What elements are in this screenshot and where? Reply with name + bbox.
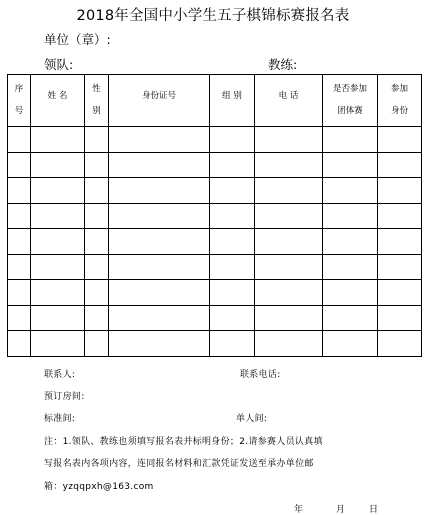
blank-cell <box>109 229 210 255</box>
blank-cell <box>210 331 255 357</box>
blank-cell <box>210 229 255 255</box>
blank-cell <box>255 305 323 331</box>
blank-cell <box>109 178 210 204</box>
table-row <box>8 127 422 153</box>
blank-cell <box>31 280 85 306</box>
blank-cell <box>378 254 422 280</box>
blank-cell <box>378 229 422 255</box>
table-row <box>8 305 422 331</box>
date-day-label: 日 <box>369 505 379 515</box>
blank-cell <box>323 127 378 153</box>
blank-cell <box>31 203 85 229</box>
table-row <box>8 203 422 229</box>
column-header-phone: 电 话 <box>255 75 323 127</box>
coach-label: 教练: <box>268 57 298 72</box>
blank-cell <box>210 305 255 331</box>
table-row <box>8 254 422 280</box>
blank-cell <box>255 178 323 204</box>
blank-cell <box>8 254 31 280</box>
blank-cell <box>31 152 85 178</box>
column-header-name: 姓 名 <box>31 75 85 127</box>
blank-cell <box>210 178 255 204</box>
note-line-2: 写报名表内各项内容，连同报名材料和汇款凭证发送至承办单位邮 <box>44 459 314 469</box>
blank-cell <box>323 229 378 255</box>
blank-cell <box>31 178 85 204</box>
room-booking-label: 预订房间: <box>44 392 85 402</box>
blank-cell <box>323 178 378 204</box>
table-row <box>8 331 422 357</box>
form-title: 2018年全国中小学生五子棋锦标赛报名表 <box>76 8 350 24</box>
blank-cell <box>255 280 323 306</box>
blank-cell <box>255 203 323 229</box>
date-month-label: 月 <box>336 505 346 515</box>
blank-cell <box>8 305 31 331</box>
contact-person-label: 联系人: <box>44 370 76 380</box>
blank-cell <box>8 203 31 229</box>
registration-table <box>7 74 422 357</box>
column-header-gender: 性 别 <box>85 75 109 127</box>
table-row <box>8 280 422 306</box>
blank-cell <box>378 178 422 204</box>
table-row <box>8 229 422 255</box>
blank-cell <box>8 152 31 178</box>
blank-cell <box>85 229 109 255</box>
blank-cell <box>255 331 323 357</box>
blank-cell <box>378 203 422 229</box>
blank-cell <box>255 229 323 255</box>
blank-cell <box>31 305 85 331</box>
blank-cell <box>323 280 378 306</box>
blank-cell <box>8 331 31 357</box>
table-body <box>8 127 422 357</box>
blank-cell <box>8 280 31 306</box>
blank-cell <box>255 254 323 280</box>
blank-cell <box>323 254 378 280</box>
note-line-1: 注：1.领队、教练也须填写报名表并标明身份；2.请参赛人员认真填 <box>44 437 323 447</box>
blank-cell <box>255 152 323 178</box>
blank-cell <box>8 178 31 204</box>
unit-seal-label: 单位（章）: <box>44 32 111 47</box>
blank-cell <box>323 305 378 331</box>
blank-cell <box>378 152 422 178</box>
blank-cell <box>8 127 31 153</box>
blank-cell <box>85 203 109 229</box>
table-row <box>8 178 422 204</box>
blank-cell <box>31 127 85 153</box>
column-header-id-number: 身份证号 <box>109 75 210 127</box>
blank-cell <box>378 127 422 153</box>
blank-cell <box>378 305 422 331</box>
blank-cell <box>85 178 109 204</box>
blank-cell <box>85 254 109 280</box>
standard-room-label: 标准间: <box>44 414 76 424</box>
blank-cell <box>109 280 210 306</box>
blank-cell <box>31 229 85 255</box>
column-header-group: 组 别 <box>210 75 255 127</box>
column-header-serial: 序 号 <box>8 75 31 127</box>
blank-cell <box>378 331 422 357</box>
date-year-label: 年 <box>294 505 304 515</box>
blank-cell <box>210 127 255 153</box>
blank-cell <box>323 152 378 178</box>
table-row <box>8 152 422 178</box>
blank-cell <box>210 203 255 229</box>
single-room-label: 单人间: <box>236 414 268 424</box>
blank-cell <box>109 331 210 357</box>
blank-cell <box>8 229 31 255</box>
blank-cell <box>210 254 255 280</box>
blank-cell <box>31 254 85 280</box>
note-line-3: 箱：yzqqpxh@163.com <box>44 482 154 492</box>
blank-cell <box>85 127 109 153</box>
table-header-row <box>8 75 422 127</box>
team-leader-label: 领队: <box>44 57 74 72</box>
blank-cell <box>85 305 109 331</box>
column-header-team-event: 是否参加 团体赛 <box>323 75 378 127</box>
blank-cell <box>109 305 210 331</box>
blank-cell <box>109 254 210 280</box>
blank-cell <box>85 152 109 178</box>
column-header-role: 参加 身份 <box>378 75 422 127</box>
blank-cell <box>323 331 378 357</box>
blank-cell <box>109 127 210 153</box>
blank-cell <box>378 280 422 306</box>
contact-phone-label: 联系电话: <box>240 370 281 380</box>
blank-cell <box>109 152 210 178</box>
blank-cell <box>210 152 255 178</box>
blank-cell <box>31 331 85 357</box>
blank-cell <box>255 127 323 153</box>
blank-cell <box>323 203 378 229</box>
blank-cell <box>85 280 109 306</box>
blank-cell <box>85 331 109 357</box>
blank-cell <box>210 280 255 306</box>
blank-cell <box>109 203 210 229</box>
